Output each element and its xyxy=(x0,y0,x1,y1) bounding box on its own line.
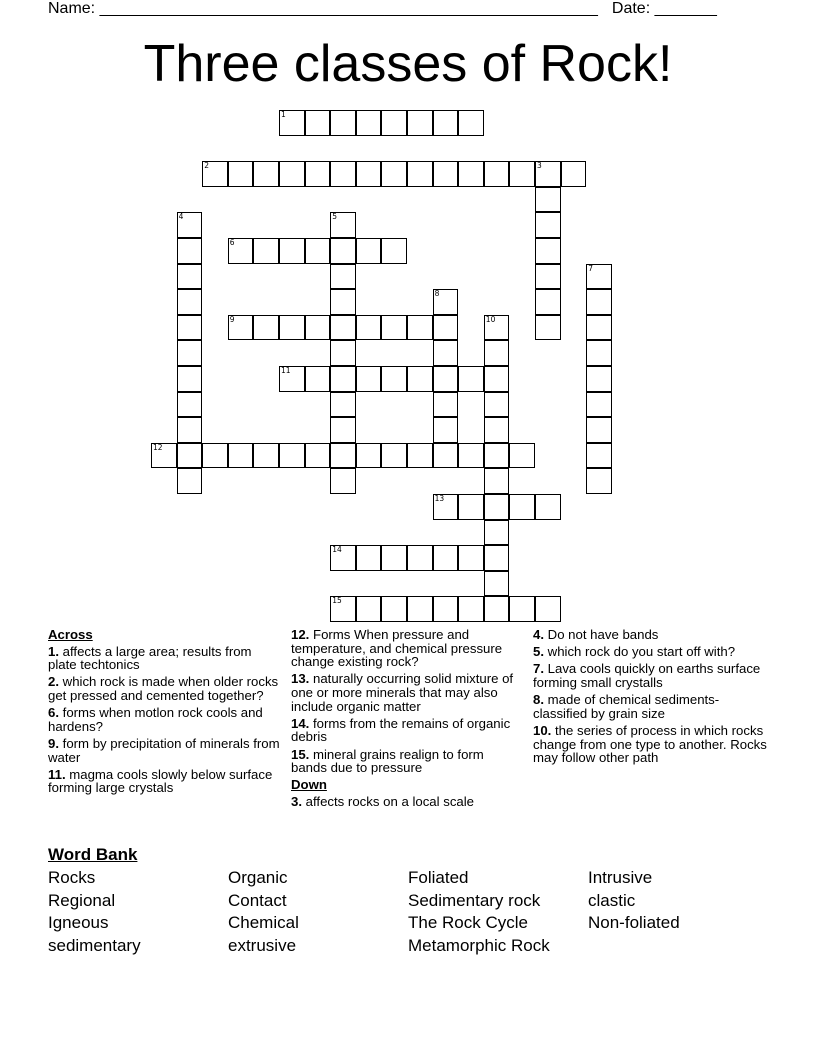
word-bank-item: Rocks xyxy=(48,868,96,887)
grid-cell[interactable] xyxy=(228,161,254,187)
clue-item xyxy=(48,675,280,702)
clue-text: which rock is made when older rocks get pressed and cemented together? xyxy=(48,674,279,703)
grid-cell[interactable] xyxy=(305,315,331,341)
clue-item xyxy=(48,768,280,795)
grid-cell[interactable] xyxy=(330,545,356,571)
word-bank-column xyxy=(48,867,141,957)
grid-cell[interactable] xyxy=(279,366,305,392)
grid-cell[interactable] xyxy=(484,545,510,571)
clue-number: 5 xyxy=(332,212,337,222)
grid-cell[interactable] xyxy=(586,392,612,418)
grid-cell[interactable] xyxy=(458,366,484,392)
clue-number: 11 xyxy=(281,366,291,375)
grid-cell[interactable] xyxy=(356,443,382,469)
word-bank-item: Regional xyxy=(48,890,116,910)
clues-column-1 xyxy=(48,628,280,799)
grid-cell[interactable] xyxy=(228,443,254,469)
grid-cell[interactable] xyxy=(253,443,279,469)
grid-cell[interactable] xyxy=(381,161,407,187)
grid-cell[interactable] xyxy=(305,161,331,187)
grid-cell[interactable] xyxy=(177,443,203,469)
grid-cell[interactable] xyxy=(381,110,407,136)
clue-item xyxy=(48,645,280,672)
grid-cell[interactable] xyxy=(381,315,407,341)
grid-cell[interactable] xyxy=(279,110,305,136)
clue-number: 8 xyxy=(434,289,440,299)
grid-cell[interactable] xyxy=(458,443,484,469)
grid-cell[interactable] xyxy=(330,596,356,622)
grid-cell[interactable] xyxy=(561,161,587,187)
clue-text: made of chemical sediments-classified by grain size xyxy=(533,692,720,721)
grid-cell[interactable] xyxy=(177,289,203,315)
clue-text: forms from the remains of organic debris xyxy=(291,715,511,745)
grid-cell[interactable] xyxy=(484,520,510,546)
clue-text: Do not have bands xyxy=(544,627,659,642)
word-bank-column xyxy=(588,867,680,935)
grid-cell[interactable] xyxy=(407,545,433,571)
grid-cell[interactable] xyxy=(202,443,228,469)
clue-number: 15 xyxy=(332,596,342,606)
grid-cell[interactable] xyxy=(279,161,305,187)
grid-cell[interactable] xyxy=(484,315,510,341)
grid-cell[interactable] xyxy=(330,161,356,187)
grid-cell[interactable] xyxy=(330,392,356,418)
grid-cell[interactable] xyxy=(433,315,459,341)
grid-cell[interactable] xyxy=(177,212,203,238)
grid-cell[interactable] xyxy=(458,545,484,571)
grid-cell[interactable] xyxy=(305,443,331,469)
grid-cell[interactable] xyxy=(484,596,510,622)
grid-cell[interactable] xyxy=(484,161,510,187)
grid-cell[interactable] xyxy=(535,315,561,341)
grid-cell[interactable] xyxy=(177,340,203,366)
grid-cell[interactable] xyxy=(330,340,356,366)
grid-cell[interactable] xyxy=(330,264,356,290)
clue-number-label: 15. xyxy=(291,746,310,762)
grid-cell[interactable] xyxy=(356,110,382,136)
grid-cell[interactable] xyxy=(586,289,612,315)
grid-cell[interactable] xyxy=(279,315,305,341)
grid-cell[interactable] xyxy=(356,315,382,341)
clue-text: affects rocks on a local scale xyxy=(302,793,475,809)
grid-cell[interactable] xyxy=(330,417,356,443)
grid-cell[interactable] xyxy=(381,596,407,622)
grid-cell[interactable] xyxy=(484,494,510,520)
grid-cell[interactable] xyxy=(586,315,612,341)
grid-cell[interactable] xyxy=(177,315,203,341)
clue-number: 13 xyxy=(434,494,445,503)
grid-cell[interactable] xyxy=(535,596,561,622)
grid-cell[interactable] xyxy=(177,366,203,392)
clue-text: Lava cools quickly on earths surface forming small crystalls xyxy=(533,661,761,690)
grid-cell[interactable] xyxy=(458,110,484,136)
clue-number: 2 xyxy=(204,161,209,171)
clue-text: naturally occurring solid mixture of one or more minerals that may also include organic matter xyxy=(291,671,514,714)
grid-cell[interactable] xyxy=(484,417,510,443)
clue-item xyxy=(291,717,523,744)
clue-text: form by precipitation of minerals from water xyxy=(48,735,280,765)
clues-column-2 xyxy=(291,628,523,812)
clue-item xyxy=(533,628,773,642)
word-bank-item: The Rock Cycle xyxy=(408,913,528,933)
word-bank-title: Word Bank xyxy=(48,845,138,864)
grid-cell[interactable] xyxy=(509,443,535,469)
grid-cell[interactable] xyxy=(177,417,203,443)
word-bank-item: sedimentary xyxy=(48,935,141,955)
word-bank-item: Non-foliated xyxy=(588,913,680,933)
clue-item xyxy=(291,628,523,669)
clue-number: 1 xyxy=(281,110,286,119)
grid-cell[interactable] xyxy=(279,238,305,264)
grid-cell[interactable] xyxy=(228,238,254,264)
grid-cell[interactable] xyxy=(177,468,203,494)
clue-item xyxy=(533,724,773,765)
clue-number-label: 13. xyxy=(291,671,310,687)
grid-cell[interactable] xyxy=(356,366,382,392)
grid-cell[interactable] xyxy=(535,494,561,520)
clue-number: 6 xyxy=(229,238,235,247)
clue-number-label: 14. xyxy=(291,715,310,731)
grid-cell[interactable] xyxy=(535,289,561,315)
word-bank-item: extrusive xyxy=(228,935,297,955)
grid-cell[interactable] xyxy=(305,110,331,136)
clue-number-label: 3. xyxy=(291,793,302,809)
clue-item xyxy=(533,693,773,720)
grid-cell[interactable] xyxy=(433,366,459,392)
date-field[interactable]: Date: _______ xyxy=(611,0,717,17)
grid-cell[interactable] xyxy=(586,264,612,290)
grid-cell[interactable] xyxy=(202,161,228,187)
grid-cell[interactable] xyxy=(535,161,561,187)
grid-cell[interactable] xyxy=(433,494,459,520)
clue-item xyxy=(533,645,773,659)
name-field[interactable]: Name: ________________________________________________________ xyxy=(48,0,598,17)
grid-cell[interactable] xyxy=(509,161,535,187)
clue-number: 4 xyxy=(178,212,184,222)
grid-cell[interactable] xyxy=(407,366,433,392)
clue-number: 7 xyxy=(588,263,593,273)
clue-number: 9 xyxy=(229,314,235,324)
grid-cell[interactable] xyxy=(177,264,203,290)
grid-cell[interactable] xyxy=(458,161,484,187)
clue-text: magma cools slowly below surface forming large crystals xyxy=(48,766,273,796)
word-bank-item: Metamorphic Rock xyxy=(408,935,550,955)
grid-cell[interactable] xyxy=(177,238,203,264)
clue-number: 3 xyxy=(537,161,542,171)
grid-cell[interactable] xyxy=(381,443,407,469)
clue-number: 12 xyxy=(153,442,163,452)
clue-number: 10 xyxy=(485,314,496,324)
word-bank-item: Chemical xyxy=(228,913,299,933)
grid-cell[interactable] xyxy=(535,212,561,238)
clue-number-label: 9. xyxy=(48,735,59,751)
grid-cell[interactable] xyxy=(356,161,382,187)
grid-cell[interactable] xyxy=(381,545,407,571)
grid-cell[interactable] xyxy=(253,238,279,264)
clue-number-label: 7. xyxy=(533,661,544,677)
word-bank-item: Sedimentary rock xyxy=(408,890,541,910)
clue-number-label: 11. xyxy=(48,766,66,782)
grid-cell[interactable] xyxy=(330,110,356,136)
clue-text: Forms When pressure and temperature, and chemical pressure change existing rock? xyxy=(291,627,503,670)
grid-cell[interactable] xyxy=(305,366,331,392)
grid-cell[interactable] xyxy=(330,315,356,341)
clue-number-label: 6. xyxy=(48,705,59,721)
grid-cell[interactable] xyxy=(484,571,510,597)
down-heading: Down xyxy=(291,777,327,793)
grid-cell[interactable] xyxy=(586,468,612,494)
grid-cell[interactable] xyxy=(433,289,459,315)
word-bank-item: clastic xyxy=(588,890,636,910)
grid-cell[interactable] xyxy=(407,596,433,622)
clue-item xyxy=(533,662,773,689)
grid-cell[interactable] xyxy=(484,340,510,366)
clues-column-3 xyxy=(533,628,773,768)
grid-cell[interactable] xyxy=(177,392,203,418)
page-title: Three classes of Rock! xyxy=(143,35,673,93)
clue-number-label: 12. xyxy=(291,627,310,642)
grid-cell[interactable] xyxy=(433,443,459,469)
clue-item xyxy=(291,672,523,713)
grid-cell[interactable] xyxy=(433,596,459,622)
clue-number-label: 4. xyxy=(533,627,544,642)
clue-text: which rock do you start off with? xyxy=(544,644,736,660)
across-heading: Across xyxy=(48,627,93,642)
grid-cell[interactable] xyxy=(535,187,561,213)
grid-cell[interactable] xyxy=(458,596,484,622)
grid-cell[interactable] xyxy=(586,417,612,443)
clue-text: the series of process in which rocks change from one type to another. Rocks may follow other path xyxy=(533,722,767,766)
grid-cell[interactable] xyxy=(228,315,254,341)
grid-cell[interactable] xyxy=(253,315,279,341)
word-bank-item: Intrusive xyxy=(588,868,653,887)
word-bank-item: Organic xyxy=(228,868,288,887)
grid-cell[interactable] xyxy=(279,443,305,469)
clue-number-label: 2. xyxy=(48,674,59,690)
grid-cell[interactable] xyxy=(407,315,433,341)
grid-cell[interactable] xyxy=(433,161,459,187)
grid-cell[interactable] xyxy=(458,494,484,520)
grid-cell[interactable] xyxy=(484,392,510,418)
grid-cell[interactable] xyxy=(305,238,331,264)
word-bank-item: Contact xyxy=(228,890,287,910)
grid-cell[interactable] xyxy=(509,596,535,622)
clue-item xyxy=(48,706,280,733)
grid-cell[interactable] xyxy=(330,212,356,238)
grid-cell[interactable] xyxy=(433,340,459,366)
grid-cell[interactable] xyxy=(407,110,433,136)
grid-cell[interactable] xyxy=(586,366,612,392)
clue-text: affects a large area; results from plate techtonics xyxy=(48,643,252,673)
clue-number-label: 5. xyxy=(533,644,544,660)
clue-text: mineral grains realign to form bands due to pressure xyxy=(291,746,484,776)
grid-cell[interactable] xyxy=(151,443,177,469)
grid-cell[interactable] xyxy=(330,443,356,469)
grid-cell[interactable] xyxy=(330,238,356,264)
grid-cell[interactable] xyxy=(356,596,382,622)
grid-cell[interactable] xyxy=(407,443,433,469)
grid-cell[interactable] xyxy=(381,366,407,392)
grid-cell[interactable] xyxy=(484,366,510,392)
clue-number-label: 1. xyxy=(48,643,59,659)
grid-cell[interactable] xyxy=(253,161,279,187)
word-bank-column xyxy=(228,867,299,957)
grid-cell[interactable] xyxy=(433,110,459,136)
grid-cell[interactable] xyxy=(535,238,561,264)
grid-cell[interactable] xyxy=(407,161,433,187)
word-bank-item: Foliated xyxy=(408,868,469,887)
word-bank-item: Igneous xyxy=(48,913,109,933)
grid-cell[interactable] xyxy=(433,545,459,571)
clue-item xyxy=(291,795,523,809)
grid-cell[interactable] xyxy=(356,238,382,264)
grid-cell[interactable] xyxy=(330,289,356,315)
grid-cell[interactable] xyxy=(509,494,535,520)
grid-cell[interactable] xyxy=(330,366,356,392)
clue-number-label: 8. xyxy=(533,692,544,708)
word-bank-column xyxy=(408,867,550,957)
clue-item xyxy=(48,737,280,764)
clue-text: forms when motlon rock cools and hardens? xyxy=(48,705,263,734)
clue-number: 14 xyxy=(332,545,342,555)
grid-cell[interactable] xyxy=(330,468,356,494)
clue-item xyxy=(291,748,523,775)
grid-cell[interactable] xyxy=(484,468,510,494)
grid-cell[interactable] xyxy=(433,417,459,443)
grid-cell[interactable] xyxy=(535,264,561,290)
grid-cell[interactable] xyxy=(586,340,612,366)
clue-number-label: 10. xyxy=(533,722,552,738)
grid-cell[interactable] xyxy=(484,443,510,469)
grid-cell[interactable] xyxy=(356,545,382,571)
grid-cell[interactable] xyxy=(381,238,407,264)
grid-cell[interactable] xyxy=(586,443,612,469)
grid-cell[interactable] xyxy=(433,392,459,418)
